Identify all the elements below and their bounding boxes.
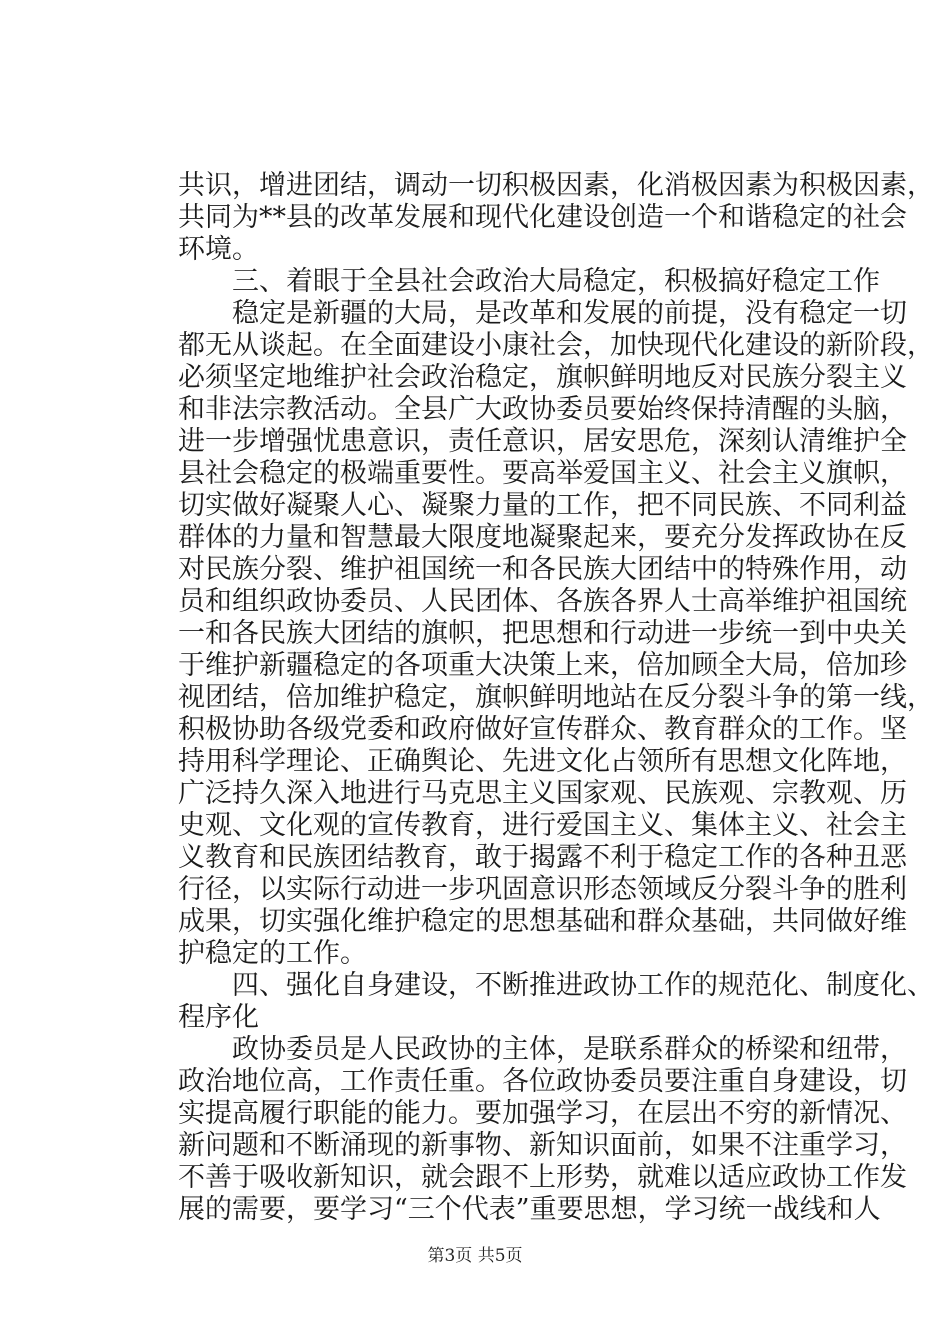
text-line: 必须坚定地维护社会政治稳定，旗帜鲜明地反对民族分裂主义 [178,362,907,393]
text-line: 进一步增强忧患意识，责任意识，居安思危，深刻认清维护全 [178,426,907,457]
text-line: 实提高履行职能的能力。要加强学习，在层出不穷的新情况、 [178,1098,907,1129]
text-line: 对民族分裂、维护祖国统一和各民族大团结中的特殊作用，动 [178,554,907,585]
text-line: 四、强化自身建设，不断推进政协工作的规范化、制度化、 [178,970,934,1001]
text-line: 不善于吸收新知识，就会跟不上形势，就难以适应政协工作发 [178,1162,907,1193]
text-line: 县社会稳定的极端重要性。要高举爱国主义、社会主义旗帜， [178,458,907,489]
text-line: 和非法宗教活动。全县广大政协委员要始终保持清醒的头脑， [178,394,907,425]
text-line: 切实做好凝聚人心、凝聚力量的工作，把不同民族、不同利益 [178,490,907,521]
text-line: 积极协助各级党委和政府做好宣传群众、教育群众的工作。坚 [178,714,907,745]
text-line: 于维护新疆稳定的各项重大决策上来，倍加顾全大局，倍加珍 [178,650,907,681]
text-line: 员和组织政协委员、人民团体、各族各界人士高举维护祖国统 [178,586,907,617]
page-number-label: 第3页 共5页 [427,1246,523,1266]
text-line: 环境。 [178,234,259,265]
text-line: 政协委员是人民政协的主体，是联系群众的桥梁和纽带， [178,1034,907,1065]
text-line: 共同为**县的改革发展和现代化建设创造一个和谐稳定的社会 [178,202,907,233]
text-line: 都无从谈起。在全面建设小康社会，加快现代化建设的新阶段， [178,330,934,361]
text-line: 广泛持久深入地进行马克思主义国家观、民族观、宗教观、历 [178,778,907,809]
text-line: 史观、文化观的宣传教育，进行爱国主义、集体主义、社会主 [178,810,907,841]
text-line: 持用科学理论、正确舆论、先进文化占领所有思想文化阵地， [178,746,907,777]
text-line: 展的需要，要学习“三个代表”重要思想，学习统一战线和人 [178,1194,881,1225]
text-line: 行径，以实际行动进一步巩固意识形态领域反分裂斗争的胜利 [178,874,907,905]
text-line: 护稳定的工作。 [178,938,367,969]
text-line: 共识，增进团结，调动一切积极因素，化消极因素为积极因素， [178,170,934,201]
text-line: 程序化 [178,1002,259,1033]
text-line: 政治地位高，工作责任重。各位政协委员要注重自身建设，切 [178,1066,907,1097]
text-line: 一和各民族大团结的旗帜，把思想和行动进一步统一到中央关 [178,618,907,649]
document-body [178,170,934,1226]
text-line: 稳定是新疆的大局，是改革和发展的前提，没有稳定一切 [178,298,907,329]
text-line: 新问题和不断涌现的新事物、新知识面前，如果不注重学习， [178,1130,907,1161]
text-line: 义教育和民族团结教育，敢于揭露不利于稳定工作的各种丑恶 [178,842,907,873]
text-line: 群体的力量和智慧最大限度地凝聚起来，要充分发挥政协在反 [178,522,907,553]
page-footer [0,1245,950,1267]
text-line: 三、着眼于全县社会政治大局稳定，积极搞好稳定工作 [178,266,880,297]
text-line: 成果，切实强化维护稳定的思想基础和群众基础，共同做好维 [178,906,907,937]
text-line: 视团结，倍加维护稳定，旗帜鲜明地站在反分裂斗争的第一线， [178,682,934,713]
